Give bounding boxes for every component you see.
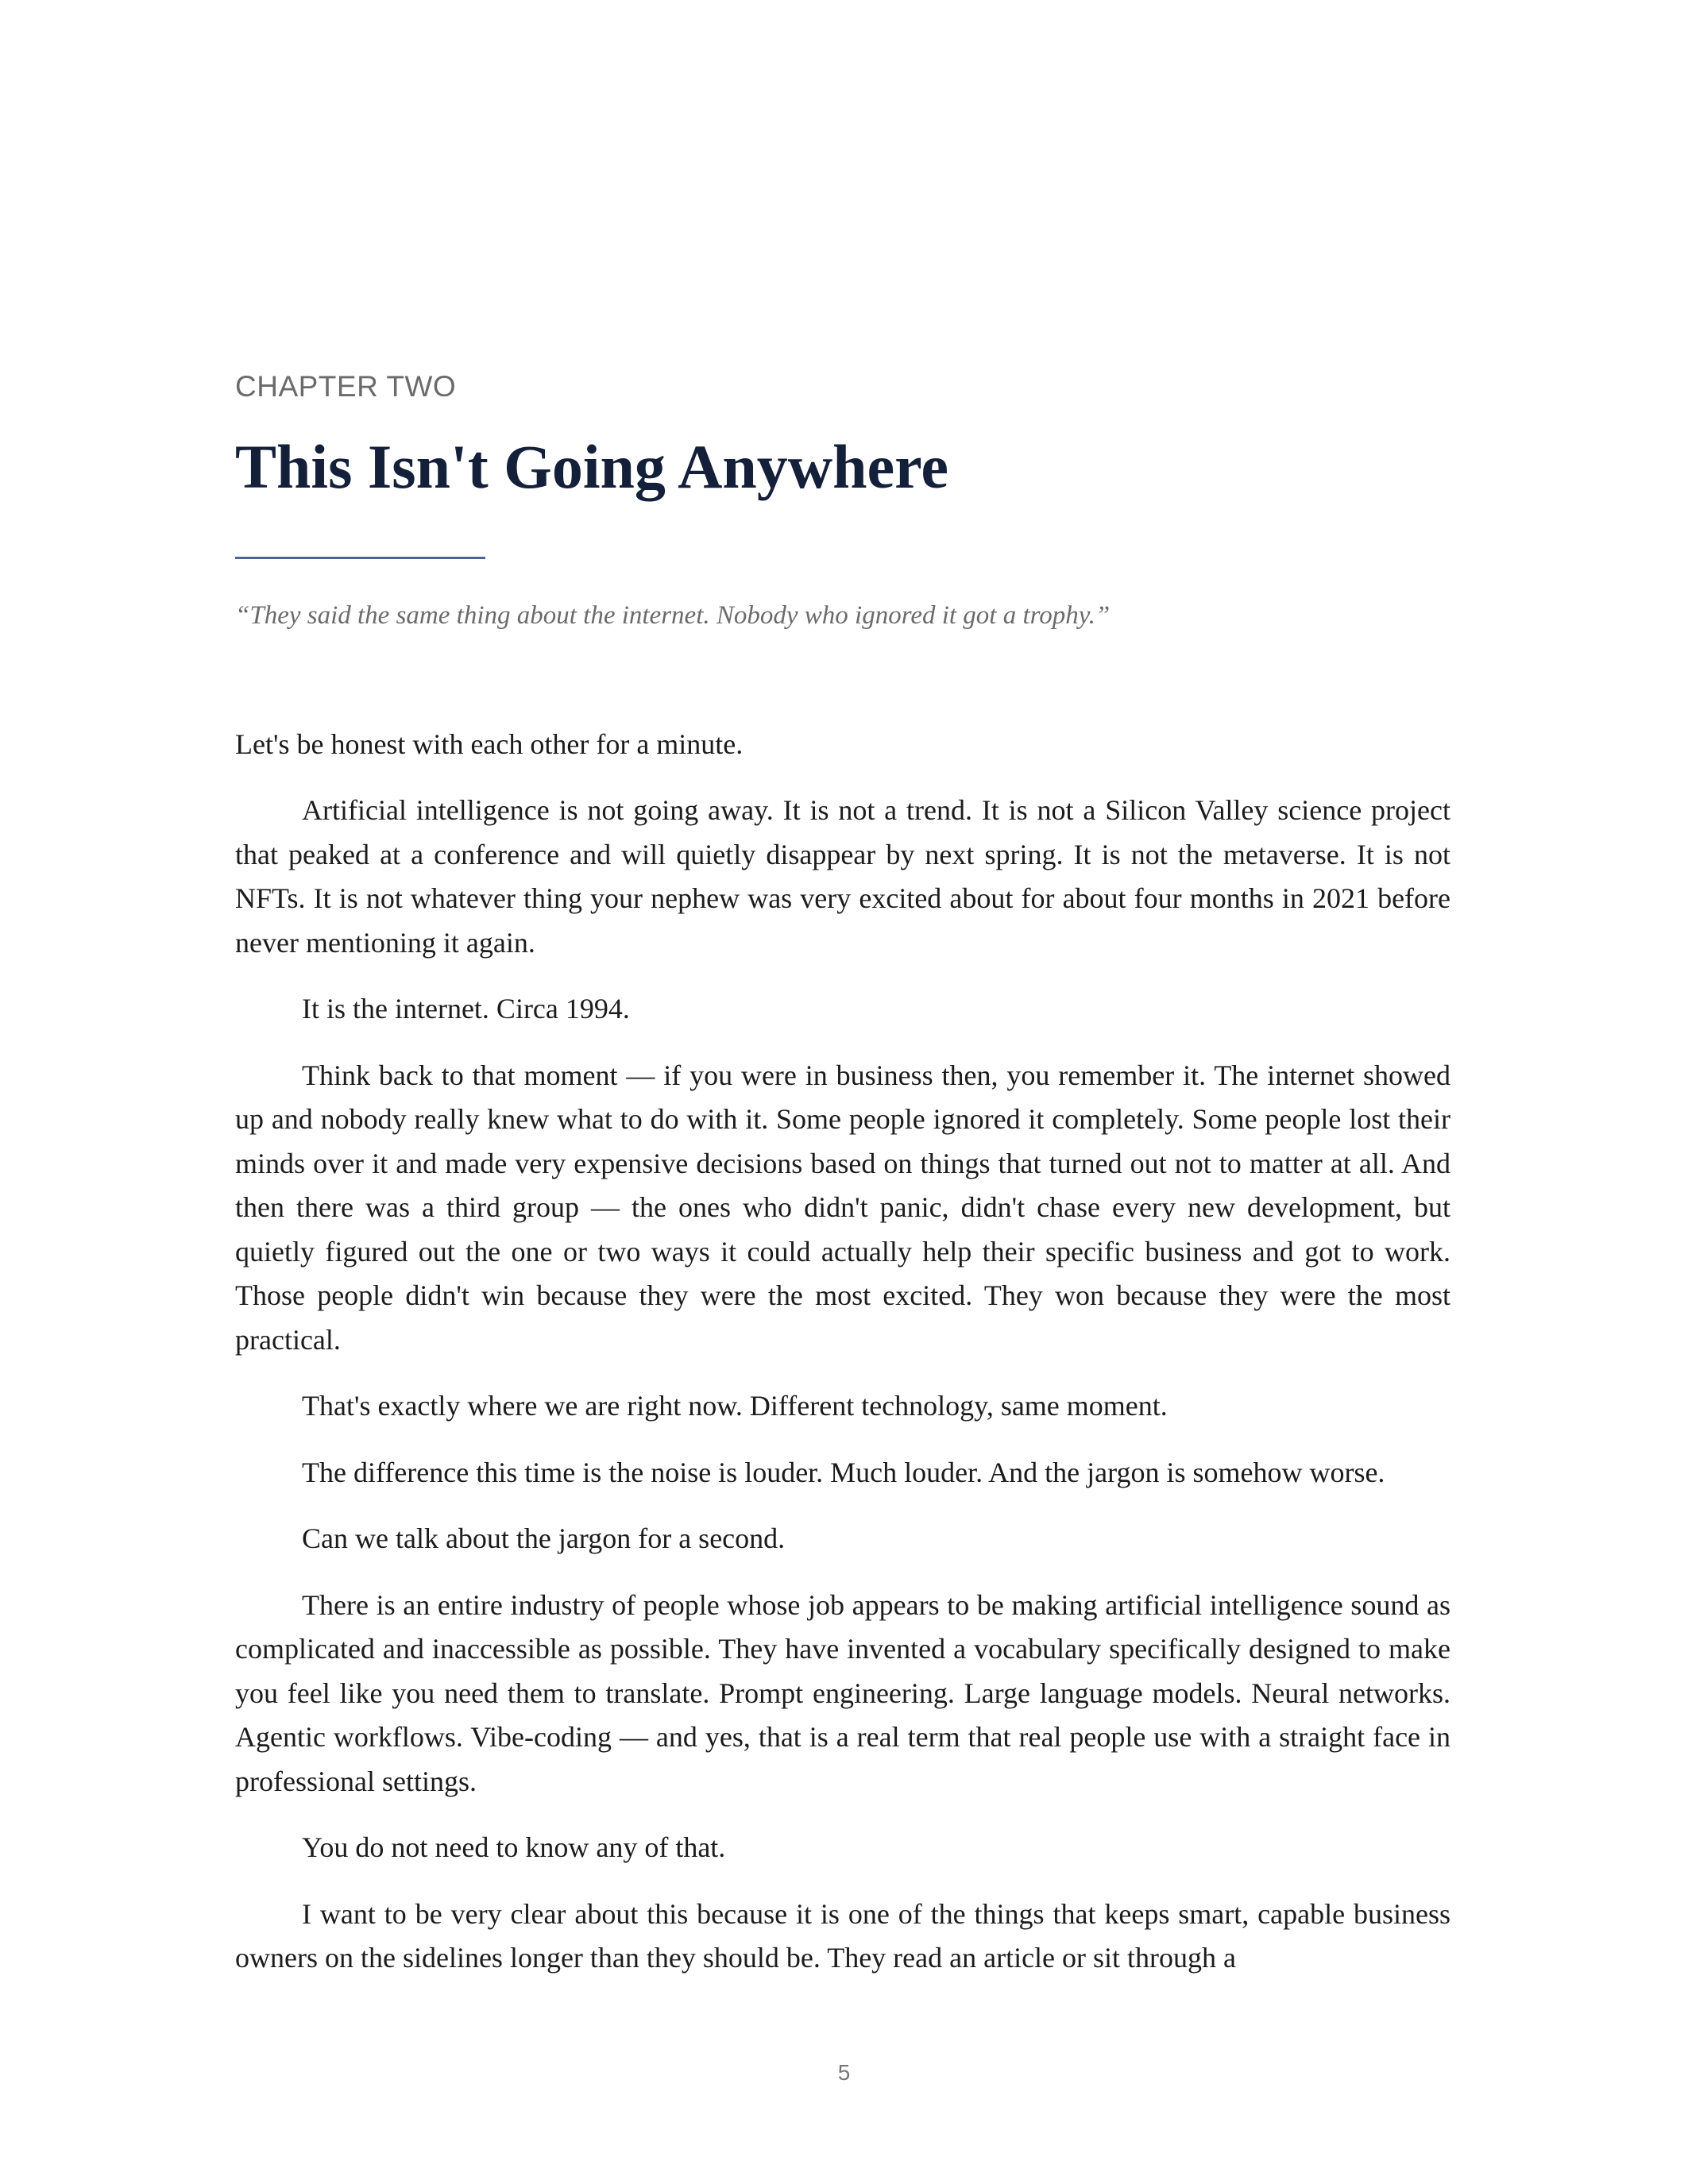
chapter-title: This Isn't Going Anywhere bbox=[235, 432, 948, 501]
body-paragraph: You do not need to know any of that. bbox=[302, 1831, 726, 1864]
body-paragraph: I want to be very clear about this because it is one of the things that keeps smart, capable business owners on the sidelines longer than they should be. They read an article or sit through a bbox=[235, 1897, 1450, 1974]
body-paragraph: It is the internet. Circa 1994. bbox=[302, 993, 630, 1025]
title-divider bbox=[235, 557, 485, 559]
page-number: 5 bbox=[837, 2060, 851, 2085]
body-paragraph: There is an entire industry of people whose job appears to be making artificial intelligence sound as complicated and inaccessible as possible. They have invented a vocabulary specifically designed to make you feel like you need them to translate. Prompt engineering. Large language models. Neural networks. Agentic workflows. Vibe-coding — and yes, that is a real term that real people use with a straight face in professional settings. bbox=[235, 1588, 1450, 1797]
chapter-label: CHAPTER TWO bbox=[235, 370, 457, 403]
body-paragraph: Can we talk about the jargon for a second. bbox=[302, 1522, 786, 1555]
body-paragraph: Artificial intelligence is not going away. It is not a trend. It is not a Silicon Valley science project that peaked at a conference and will quietly disappear by next spring. It is not the metaverse. It is not NFTs. It is not whatever thing your nephew was very excited about for about four months in 2021 before never mentioning it again. bbox=[235, 794, 1450, 959]
chapter-epigraph: “They said the same thing about the internet. Nobody who ignored it got a trophy.” bbox=[235, 601, 1111, 630]
body-paragraph: The difference this time is the noise is louder. Much louder. And the jargon is somehow worse. bbox=[302, 1456, 1385, 1488]
page-content bbox=[235, 372, 1450, 2003]
body-paragraph: Think back to that moment — if you were in business then, you remember it. The internet showed up and nobody really knew what to do with it. Some people ignored it completely. Some people lost their minds over it and made very expensive decisions based on things that turned out not to matter at all. And then there was a third group — the ones who didn't panic, didn't chase every new development, but quietly figured out the one or two ways it could actually help their specific business and got to work. Those people didn't win because they were the most excited. They won because they were the most practical. bbox=[235, 1059, 1450, 1356]
chapter-body bbox=[235, 723, 1450, 1981]
body-paragraph: Let's be honest with each other for a minute. bbox=[235, 727, 744, 760]
body-paragraph: That's exactly where we are right now. Different technology, same moment. bbox=[302, 1390, 1168, 1422]
